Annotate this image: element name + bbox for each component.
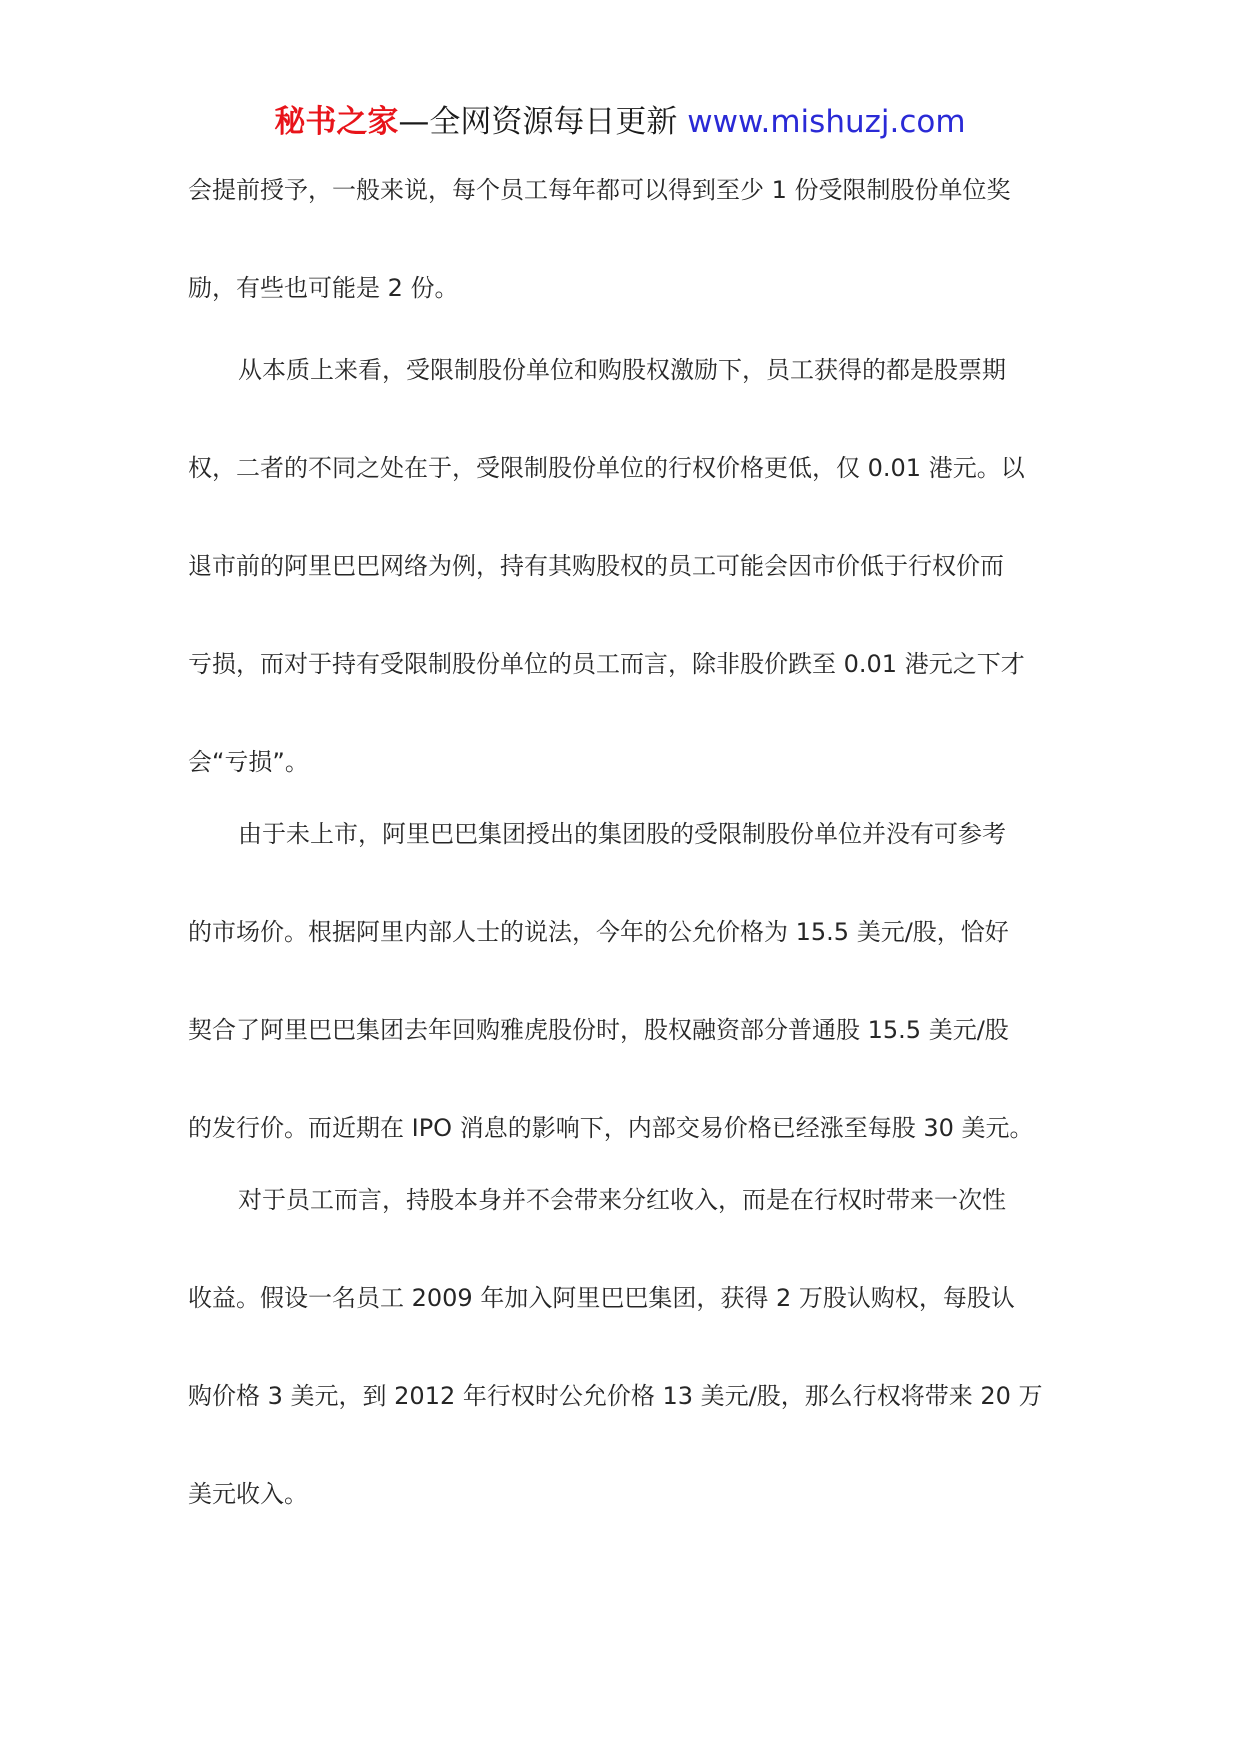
brand-name: 秘书之家 — [274, 104, 399, 140]
body-line: 的市场价。根据阿里内部人士的说法，今年的公允价格为 15.5 美元/股，恰好 — [188, 918, 1009, 946]
body-line: 权，二者的不同之处在于，受限制股份单位的行权价格更低，仅 0.01 港元。以 — [188, 454, 1025, 482]
body-line: 会提前授予，一般来说，每个员工每年都可以得到至少 1 份受限制股份单位奖 — [188, 176, 1011, 204]
body-text — [188, 168, 1052, 1570]
body-line: 亏损，而对于持有受限制股份单位的员工而言，除非股价跌至 0.01 港元之下才 — [188, 650, 1025, 678]
body-line: 契合了阿里巴巴集团去年回购雅虎股份时，股权融资部分普通股 15.5 美元/股 — [188, 1016, 1009, 1044]
body-line: 励，有些也可能是 2 份。 — [188, 274, 459, 302]
body-line: 美元收入。 — [188, 1480, 308, 1508]
body-line: 会“亏损”。 — [188, 748, 309, 776]
body-line: 退市前的阿里巴巴网络为例，持有其购股权的员工可能会因市价低于行权价而 — [188, 552, 1004, 580]
header-tagline: —全网资源每日更新 — [398, 104, 688, 140]
paragraph-start-line: 由于未上市，阿里巴巴集团授出的集团股的受限制股份单位并没有可参考 — [238, 820, 1006, 848]
body-line: 收益。假设一名员工 2009 年加入阿里巴巴集团，获得 2 万股认购权，每股认 — [188, 1284, 1015, 1312]
paragraph-start-line: 对于员工而言，持股本身并不会带来分红收入，而是在行权时带来一次性 — [238, 1186, 1006, 1214]
body-line: 购价格 3 美元，到 2012 年行权时公允价格 13 美元/股，那么行权将带来 20 万 — [188, 1382, 1043, 1410]
body-line: 的发行价。而近期在 IPO 消息的影响下，内部交易价格已经涨至每股 30 美元。 — [188, 1114, 1034, 1142]
paragraph-start-line: 从本质上来看，受限制股份单位和购股权激励下，员工获得的都是股票期 — [238, 356, 1006, 384]
header-url: www.mishuzj.com — [687, 104, 966, 140]
page-header — [0, 100, 1240, 144]
